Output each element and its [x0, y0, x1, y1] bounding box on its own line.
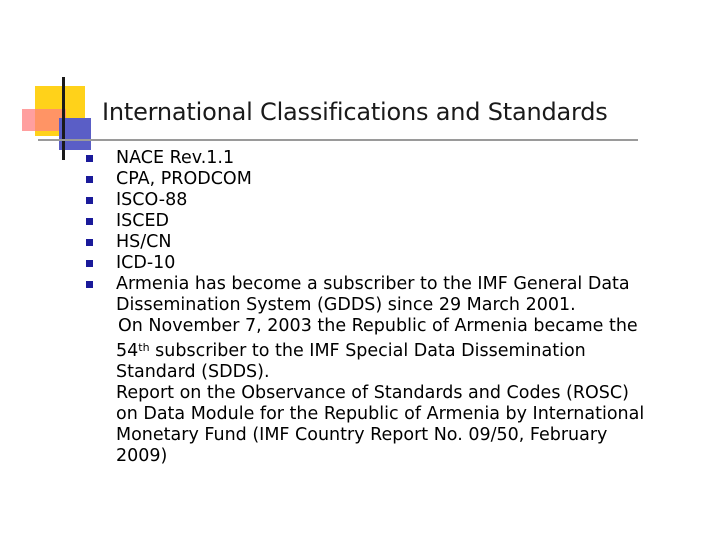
slide-title: International Classifications and Standards — [102, 98, 608, 126]
gdds-line-1: Armenia has become a subscriber to the IMF General Data — [116, 274, 630, 294]
bullet-list — [86, 148, 666, 467]
bullet-icon — [86, 197, 93, 204]
rosc-line-3: Monetary Fund (IMF Country Report No. 09/50, February — [116, 425, 608, 445]
slide-logo — [0, 0, 110, 160]
bullet-icon — [86, 281, 93, 288]
sdds-line-2: 54th subscriber to the IMF Special Data Dissemination — [116, 341, 586, 361]
bullet-icon — [86, 260, 93, 267]
bullet-icon — [86, 176, 93, 183]
bullet-icon — [86, 239, 93, 246]
rosc-line-2: on Data Module for the Republic of Armenia by International — [116, 404, 645, 424]
rosc-line-1: Report on the Observance of Standards and Codes (ROSC) — [116, 383, 629, 403]
bullet-icon — [86, 155, 93, 162]
logo-vertical-line — [62, 77, 65, 160]
list-item: NACE Rev.1.1 — [86, 148, 666, 169]
list-item: ISCED — [86, 211, 666, 232]
list-item-armenia — [86, 274, 666, 467]
list-item: ICD-10 — [86, 253, 666, 274]
sdds-line-1: On November 7, 2003 the Republic of Armenia became the — [118, 316, 638, 336]
title-underline — [38, 139, 638, 141]
gdds-line-2: Dissemination System (GDDS) since 29 March 2001. — [116, 295, 576, 315]
list-item: HS/CN — [86, 232, 666, 253]
rosc-line-4: 2009) — [116, 446, 168, 466]
sdds-line-3: Standard (SDDS). — [116, 362, 270, 382]
list-item: CPA, PRODCOM — [86, 169, 666, 190]
list-item: ISCO-88 — [86, 190, 666, 211]
bullet-icon — [86, 218, 93, 225]
